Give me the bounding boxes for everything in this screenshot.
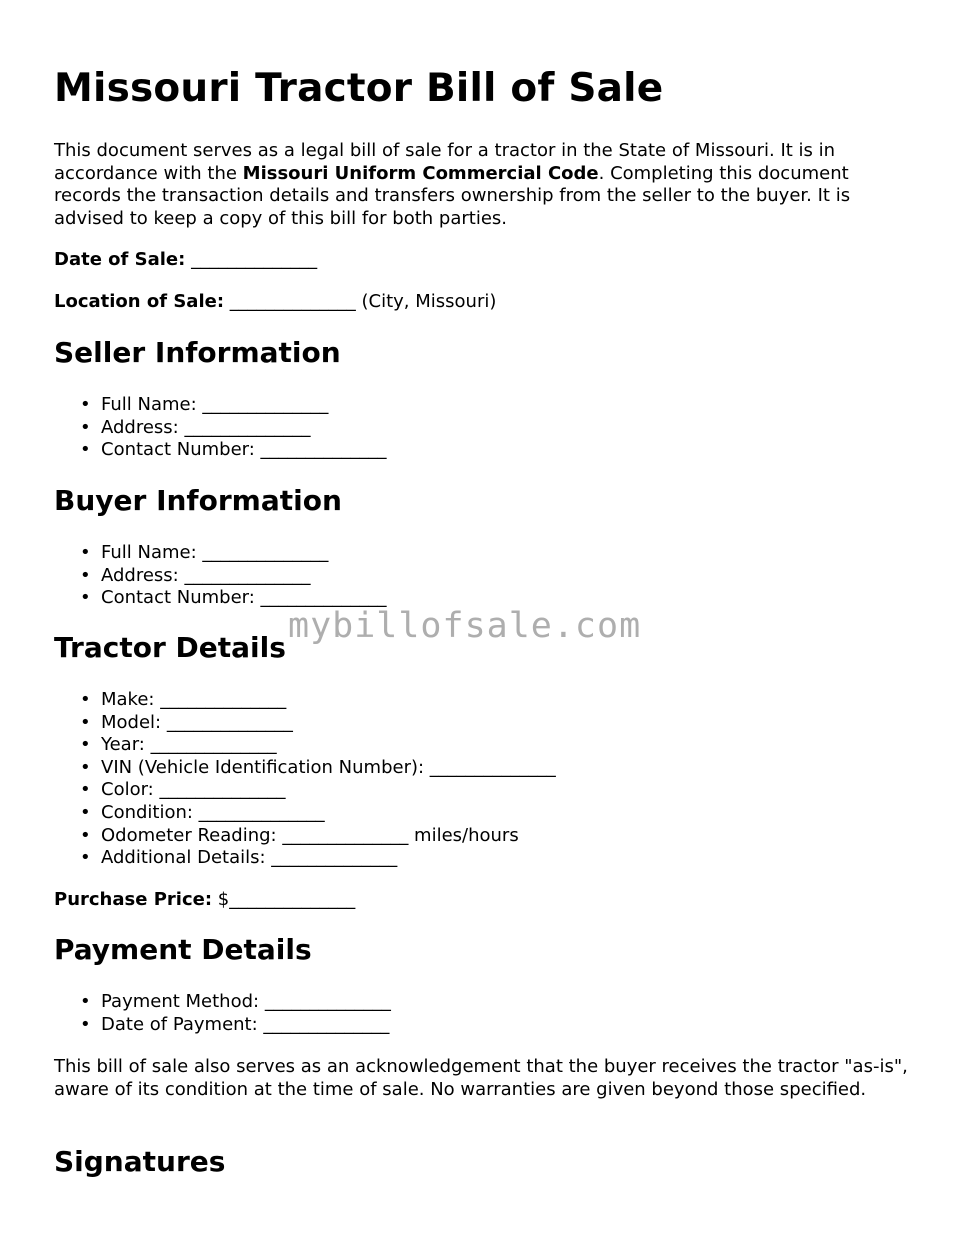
tractor-list <box>54 689 556 870</box>
page-title: Missouri Tractor Bill of Sale <box>54 66 664 111</box>
intro-text-end: . Completing this document records the transaction details and transfers ownership from the seller to the buyer. It is advised to keep a copy of this bill for both parties. <box>54 162 851 229</box>
intro-bold-code: Missouri Uniform Commercial Code <box>242 162 599 184</box>
buyer-list <box>54 542 387 610</box>
date-of-sale-label: Date of Sale: <box>54 249 186 270</box>
intro-text-start: This document serves as a legal bill of sale for a tractor in the State of Missouri. It is in accordance with the <box>54 140 836 184</box>
location-of-sale-blank: ______________ <box>229 291 356 312</box>
list-item: • Condition: ______________ <box>101 802 556 825</box>
list-item: • Address: ______________ <box>101 417 387 440</box>
date-of-sale-blank: ______________ <box>191 249 318 270</box>
location-of-sale-field <box>54 291 496 313</box>
seller-list <box>54 394 387 462</box>
list-item: • Additional Details: ______________ <box>101 847 556 870</box>
list-item: • Payment Method: ______________ <box>101 991 391 1014</box>
acknowledgement-paragraph: This bill of sale also serves as an acknowledgement that the buyer receives the tractor "as-is", aware of its condition at the time of sale. No warranties are given beyond those specified. <box>54 1056 908 1100</box>
location-of-sale-suffix: (City, Missouri) <box>361 291 497 312</box>
watermark-text: mybillofsale.com <box>288 606 642 646</box>
buyer-heading: Buyer Information <box>54 484 342 517</box>
list-item: • Color: ______________ <box>101 779 556 802</box>
payment-list <box>54 991 391 1036</box>
list-item: • Make: ______________ <box>101 689 556 712</box>
tractor-heading: Tractor Details <box>54 631 286 664</box>
list-item: • Contact Number: ______________ <box>101 587 387 610</box>
list-item: • Full Name: ______________ <box>101 394 387 417</box>
location-of-sale-label: Location of Sale: <box>54 291 225 312</box>
list-item: • Odometer Reading: ______________ miles/hours <box>101 825 556 848</box>
seller-heading: Seller Information <box>54 336 341 369</box>
purchase-price-field <box>54 889 355 911</box>
date-of-sale-field <box>54 249 317 271</box>
payment-heading: Payment Details <box>54 933 312 966</box>
list-item: • Contact Number: ______________ <box>101 439 387 462</box>
intro-paragraph <box>54 140 914 230</box>
signatures-heading: Signatures <box>54 1145 226 1178</box>
list-item: • Date of Payment: ______________ <box>101 1014 391 1037</box>
purchase-price-label: Purchase Price: <box>54 889 213 910</box>
list-item: • VIN (Vehicle Identification Number): ______________ <box>101 757 556 780</box>
purchase-price-value: $______________ <box>217 889 356 910</box>
list-item: • Full Name: ______________ <box>101 542 387 565</box>
list-item: • Model: ______________ <box>101 712 556 735</box>
list-item: • Address: ______________ <box>101 565 387 588</box>
list-item: • Year: ______________ <box>101 734 556 757</box>
